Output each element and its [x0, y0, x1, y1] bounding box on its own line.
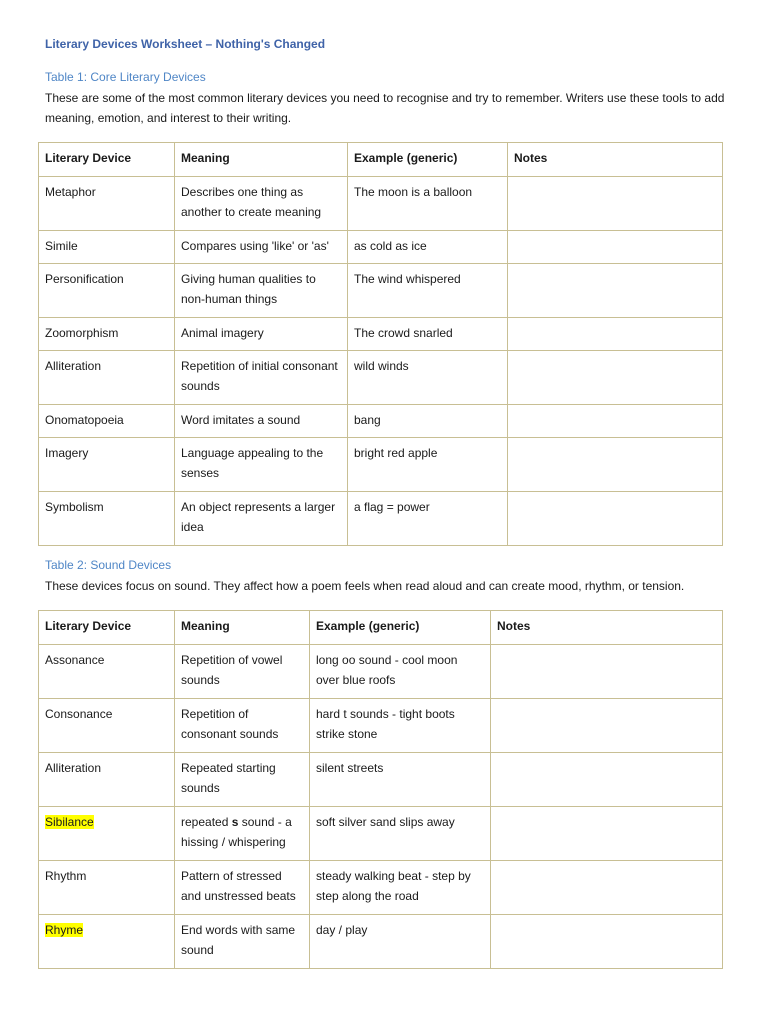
header-device: Literary Device: [39, 611, 175, 645]
example-cell: wild winds: [348, 351, 508, 405]
notes-cell[interactable]: [508, 438, 723, 492]
table-header-row: [39, 143, 723, 177]
notes-cell[interactable]: [491, 753, 723, 807]
example-cell: steady walking beat - step by step along the road: [310, 861, 491, 915]
notes-cell[interactable]: [508, 231, 723, 264]
notes-cell[interactable]: [491, 807, 723, 861]
header-notes: Notes: [508, 143, 723, 177]
example-cell: as cold as ice: [348, 231, 508, 264]
device-cell: Simile: [39, 231, 175, 264]
example-cell: long oo sound - cool moon over blue roofs: [310, 645, 491, 699]
device-cell: Rhythm: [39, 861, 175, 915]
example-cell: The moon is a balloon: [348, 177, 508, 231]
notes-cell[interactable]: [491, 699, 723, 753]
example-cell: soft silver sand slips away: [310, 807, 491, 861]
table-row: [39, 438, 723, 492]
device-cell: Alliteration: [39, 351, 175, 405]
meaning-cell: Repetition of consonant sounds: [175, 699, 310, 753]
notes-cell[interactable]: [508, 492, 723, 546]
meaning-cell: Language appealing to the senses: [175, 438, 348, 492]
highlighted-device-label: Sibilance: [45, 815, 94, 829]
notes-cell[interactable]: [508, 177, 723, 231]
header-example: Example (generic): [348, 143, 508, 177]
meaning-text-bold: s: [231, 815, 239, 829]
table-row: [39, 915, 723, 969]
example-cell: day / play: [310, 915, 491, 969]
core-devices-table: [38, 142, 723, 546]
notes-cell[interactable]: [491, 645, 723, 699]
device-cell: Alliteration: [39, 753, 175, 807]
table2-heading: Table 2: Sound Devices: [45, 558, 172, 572]
device-cell: Assonance: [39, 645, 175, 699]
notes-cell[interactable]: [508, 351, 723, 405]
device-cell: Zoomorphism: [39, 318, 175, 351]
table1-intro: These are some of the most common literary devices you need to recognise and try to remember. Writers use these tools to add meaning, emotion, and interest to their writing.: [45, 91, 725, 125]
header-meaning: Meaning: [175, 143, 348, 177]
table-row: [39, 264, 723, 318]
header-example: Example (generic): [310, 611, 491, 645]
example-cell: hard t sounds - tight boots strike stone: [310, 699, 491, 753]
notes-cell[interactable]: [508, 405, 723, 438]
meaning-cell: Animal imagery: [175, 318, 348, 351]
device-cell: Personification: [39, 264, 175, 318]
example-cell: The wind whispered: [348, 264, 508, 318]
table-row: [39, 492, 723, 546]
table-row: [39, 699, 723, 753]
notes-cell[interactable]: [508, 264, 723, 318]
sound-devices-table: [38, 610, 723, 969]
example-cell: silent streets: [310, 753, 491, 807]
table-row: [39, 753, 723, 807]
device-cell: [39, 915, 175, 969]
table-header-row: [39, 611, 723, 645]
meaning-cell: End words with same sound: [175, 915, 310, 969]
meaning-cell: Repeated starting sounds: [175, 753, 310, 807]
table-row: [39, 231, 723, 264]
table-row: [39, 807, 723, 861]
table-row: [39, 177, 723, 231]
table-row: [39, 645, 723, 699]
notes-cell[interactable]: [491, 915, 723, 969]
device-cell: Imagery: [39, 438, 175, 492]
header-device: Literary Device: [39, 143, 175, 177]
device-cell: [39, 807, 175, 861]
table-row: [39, 351, 723, 405]
table-row: [39, 861, 723, 915]
header-meaning: Meaning: [175, 611, 310, 645]
meaning-cell: Giving human qualities to non-human things: [175, 264, 348, 318]
table1-heading: Table 1: Core Literary Devices: [45, 70, 206, 84]
meaning-cell: Pattern of stressed and unstressed beats: [175, 861, 310, 915]
device-cell: Symbolism: [39, 492, 175, 546]
page-title: Literary Devices Worksheet – Nothing's Changed: [45, 37, 326, 51]
example-cell: bang: [348, 405, 508, 438]
device-cell: Onomatopoeia: [39, 405, 175, 438]
notes-cell[interactable]: [508, 318, 723, 351]
meaning-text-post: sound - a hissing / whispering: [181, 815, 292, 849]
meaning-text-pre: repeated: [181, 815, 232, 829]
meaning-cell: Word imitates a sound: [175, 405, 348, 438]
meaning-cell: Repetition of initial consonant sounds: [175, 351, 348, 405]
example-cell: a flag = power: [348, 492, 508, 546]
notes-cell[interactable]: [491, 861, 723, 915]
table-row: [39, 405, 723, 438]
highlighted-device-label: Rhyme: [45, 923, 84, 937]
device-cell: Consonance: [39, 699, 175, 753]
meaning-cell: [175, 807, 310, 861]
example-cell: The crowd snarled: [348, 318, 508, 351]
example-cell: bright red apple: [348, 438, 508, 492]
meaning-cell: Compares using 'like' or 'as': [175, 231, 348, 264]
table-row: [39, 318, 723, 351]
meaning-cell: An object represents a larger idea: [175, 492, 348, 546]
header-notes: Notes: [491, 611, 723, 645]
table2-intro: These devices focus on sound. They affect how a poem feels when read aloud and can create mood, rhythm, or tension.: [45, 579, 685, 593]
device-cell: Metaphor: [39, 177, 175, 231]
meaning-cell: Describes one thing as another to create meaning: [175, 177, 348, 231]
meaning-cell: Repetition of vowel sounds: [175, 645, 310, 699]
